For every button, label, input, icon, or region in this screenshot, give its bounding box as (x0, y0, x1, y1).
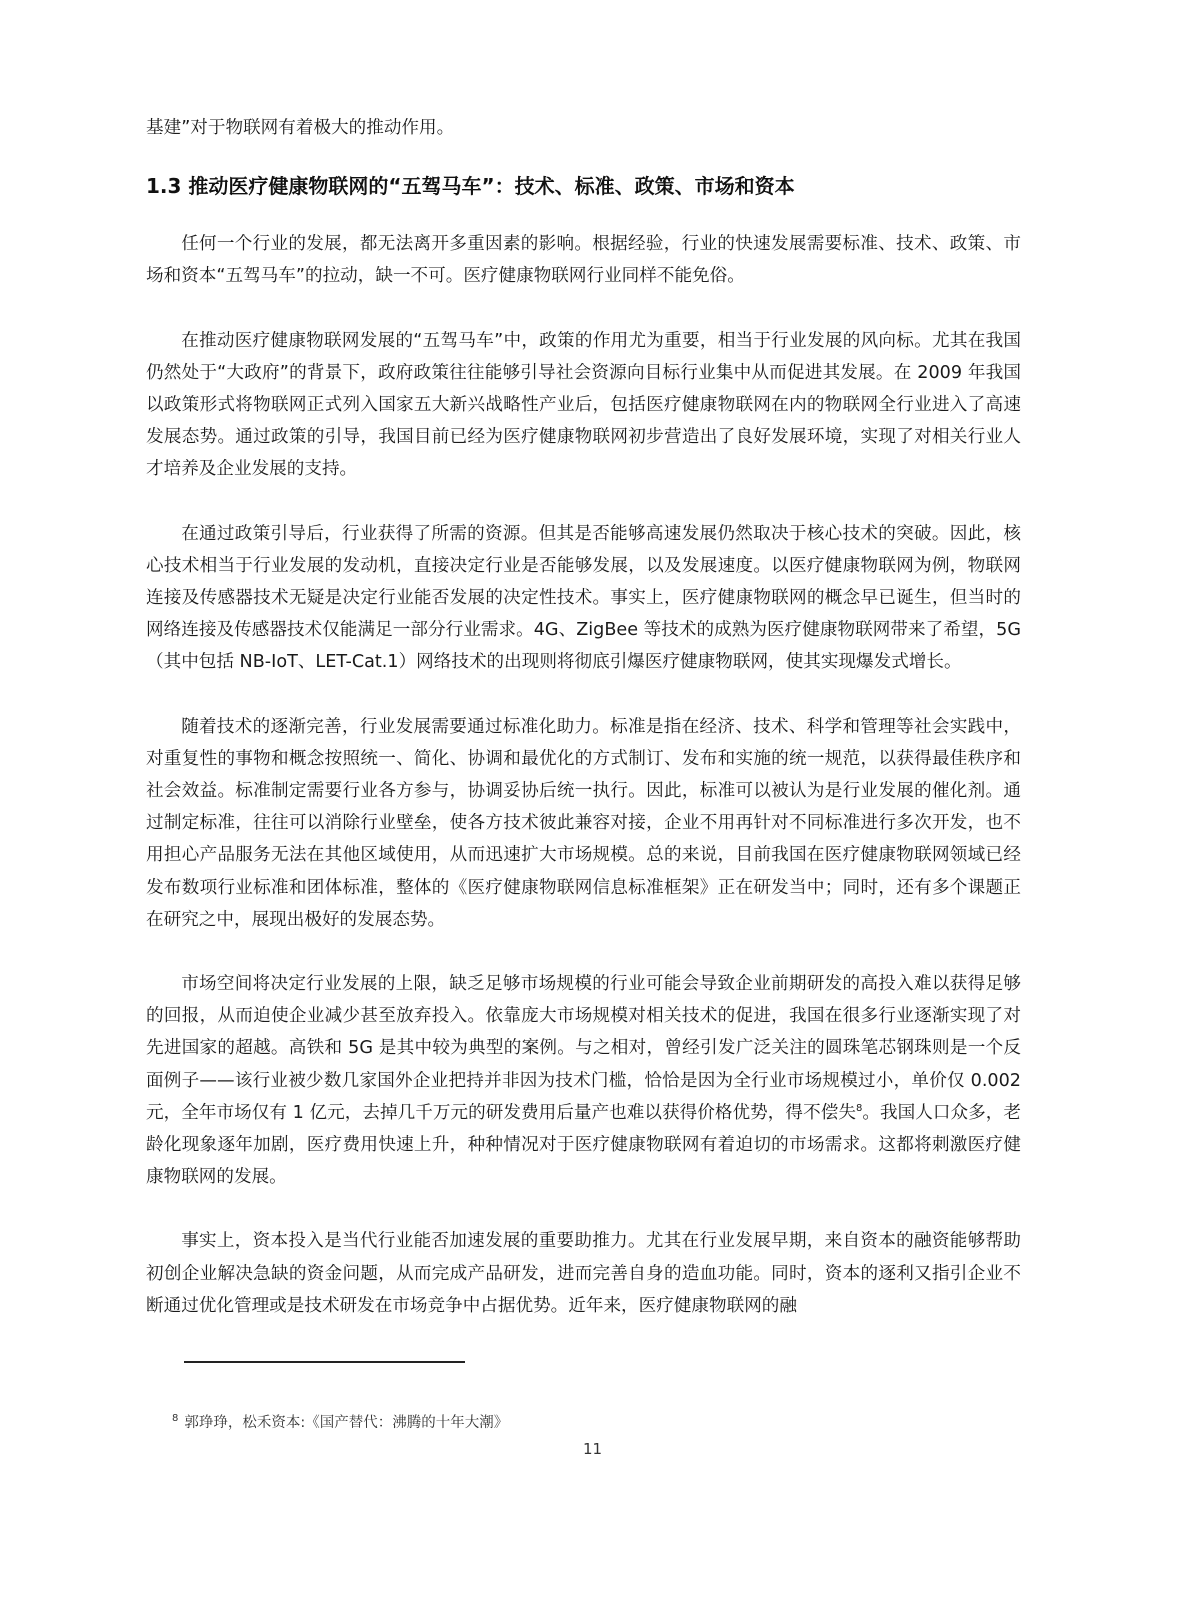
footnote (172, 1408, 508, 1434)
section-heading: 1.3 推动医疗健康物联网的“五驾马车”：技术、标准、政策、市场和资本 (146, 174, 795, 199)
footnote-mark: 8 (172, 1413, 179, 1424)
paragraph-technology: 在通过政策引导后，行业获得了所需的资源。但其是否能够高速发展仍然取决于核心技术的突破。因此，核心技术相当于行业发展的发动机，直接决定行业是否能够发展，以及发展速度。以医疗健康物联网为例，物联网连接及传感器技术无疑是决定行业能否发展的决定性技术。事实上，医疗健康物联网的概念早已诞生，但当时的网络连接及传感器技术仅能满足一部分行业需求。4G、ZigBee 等技术的成熟为医疗健康物联网带来了希望，5G（其中包括 NB-IoT、LET-Cat.1）网络技术的出现则将彻底引爆医疗健康物联网，使其实现爆发式增长。 (146, 523, 1021, 673)
document-body (146, 112, 1021, 1322)
market-text-before-ref: 市场空间将决定行业发展的上限，缺乏足够市场规模的行业可能会导致企业前期研发的高投入难以获得足够的回报，从而迫使企业减少甚至放弃投入。依靠庞大市场规模对相关技术的促进，我国在很多行业逐渐实现了对先进国家的超越。高铁和 5G 是其中较为典型的案例。与之相对，曾经引发广泛关注的圆珠笔芯钢珠则是一个反面例子——该行业被少数几家国外企业把持并非因为技术门槛，恰恰是因为全行业市场规模过小，单价仅 0.002 元，全年市场仅有 1 亿元，去掉几千万元的研发费用后量产也难以获得价格优势，得不偿失 (146, 974, 1021, 1123)
paragraph-overview: 任何一个行业的发展，都无法离开多重因素的影响。根据经验，行业的快速发展需要标准、技术、政策、市场和资本“五驾马车”的拉动，缺一不可。医疗健康物联网行业同样不能免俗。 (146, 234, 1021, 287)
footnote-text: 郭琤琤，松禾资本:《国产替代：沸腾的十年大潮》 (184, 1414, 509, 1431)
footnote-divider (184, 1361, 465, 1363)
page-number: 11 (582, 1440, 603, 1458)
footnote-reference[interactable]: 8 (855, 1103, 863, 1115)
paragraph-market (146, 968, 1021, 1193)
paragraph-capital: 事实上，资本投入是当代行业能否加速发展的重要助推力。尤其在行业发展早期，来自资本的融资能够帮助初创企业解决急缺的资金问题，从而完成产品研发，进而完善自身的造血功能。同时，资本的逐利又指引企业不断通过优化管理或是技术研发在市场竞争中占据优势。近年来，医疗健康物联网的融 (146, 1231, 1021, 1316)
paragraph-standards: 随着技术的逐渐完善，行业发展需要通过标准化助力。标准是指在经济、技术、科学和管理等社会实践中，对重复性的事物和概念按照统一、简化、协调和最优化的方式制订、发布和实施的统一规范，以获得最佳秩序和社会效益。标准制定需要行业各方参与，协调妥协后统一执行。因此，标准可以被认为是行业发展的催化剂。通过制定标准，往往可以消除行业壁垒，使各方技术彼此兼容对接，企业不用再针对不同标准进行多次开发，也不用担心产品服务无法在其他区域使用，从而迅速扩大市场规模。总的来说，目前我国在医疗健康物联网领域已经发布数项行业标准和团体标准，整体的《医疗健康物联网信息标准框架》正在研发当中；同时，还有多个课题正在研究之中，展现出极好的发展态势。 (146, 716, 1021, 930)
market-text-after-ref: 。我国人口众多，老龄化现象逐年加剧，医疗费用快速上升，种种情况对于医疗健康物联网有着迫切的市场需求。这都将刺激医疗健康物联网的发展。 (146, 1102, 1021, 1188)
paragraph-policy: 在推动医疗健康物联网发展的“五驾马车”中，政策的作用尤为重要，相当于行业发展的风向标。尤其在我国仍然处于“大政府”的背景下，政府政策往往能够引导社会资源向目标行业集中从而促进其发展。在 2009 年我国以政策形式将物联网正式列入国家五大新兴战略性产业后，包括医疗健康物联网在内的物联网全行业进入了高速发展态势。通过政策的引导，我国目前已经为医疗健康物联网初步营造出了良好发展环境，实现了对相关行业人才培养及企业发展的支持。 (146, 330, 1021, 480)
intro-tail-paragraph: 基建”对于物联网有着极大的推动作用。 (146, 118, 455, 138)
